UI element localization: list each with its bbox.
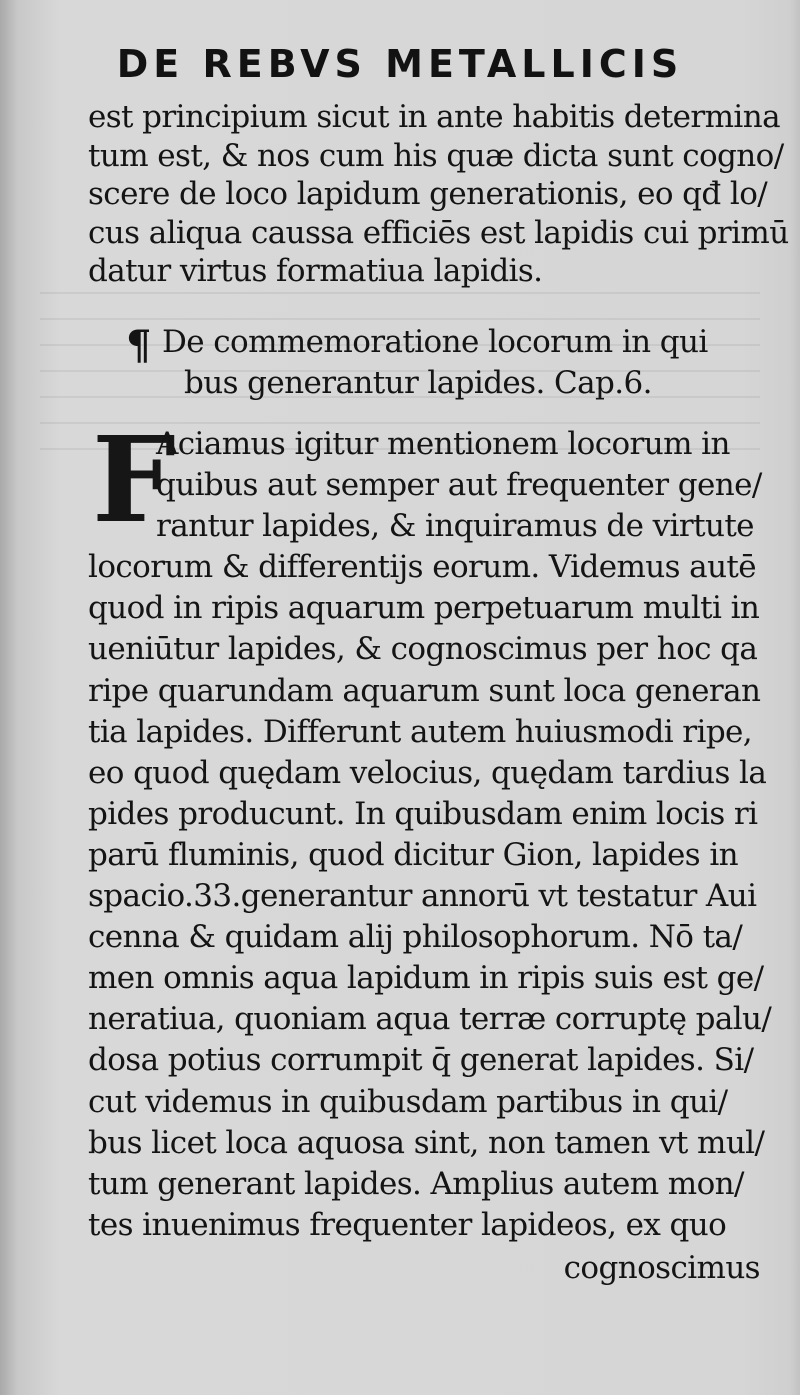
chapter-heading: [128, 322, 748, 404]
text-block-top: [88, 98, 789, 291]
text-block-main: [88, 410, 772, 1246]
text-line: bus licet loca aquosa sint, non tamen vt mul/: [88, 1124, 765, 1161]
text-line: Aciamus igitur mentionem locorum in: [156, 426, 730, 462]
text-line: est principium sicut in ante habitis determina: [88, 99, 780, 135]
text-line: tes inuenimus frequenter lapideos, ex quo: [88, 1206, 727, 1243]
text-line: neratiua, quoniam aqua terræ corruptę palu/: [88, 1001, 772, 1038]
text-line: spacio.33.generantur annorū vt testatur Aui: [88, 878, 757, 915]
text-line: locorum & differentijs eorum. Videmus autē: [88, 549, 757, 586]
catchword: cognoscimus: [563, 1250, 760, 1286]
text-line: men omnis aqua lapidum in ripis suis est ge/: [88, 960, 764, 997]
decorated-initial: F: [92, 410, 176, 549]
running-header: DE REBVS METALLICIS: [116, 42, 684, 86]
text-line: dosa potius corrumpit q̄ generat lapides. Si/: [88, 1042, 754, 1079]
chapter-heading-line-1: De commemoratione locorum in qui: [162, 324, 708, 360]
pilcrow-icon: ¶: [126, 322, 152, 369]
text-line: tia lapides. Differunt autem huiusmodi ripe,: [88, 713, 753, 750]
chapter-heading-line-2: bus generantur lapides. Cap.6.: [184, 365, 652, 401]
text-line: quibus aut semper aut frequenter gene/: [156, 467, 762, 504]
text-line: cus aliqua caussa efficiēs est lapidis cui primū: [88, 214, 789, 251]
text-line: datur virtus formatiua lapidis.: [88, 253, 543, 289]
text-line: pides producunt. In quibusdam enim locis ri: [88, 795, 758, 832]
text-line: tum est, & nos cum his quæ dicta sunt cogno/: [88, 137, 784, 174]
text-line: parū fluminis, quod dicitur Gion, lapides in: [88, 836, 739, 873]
text-line: cut videmus in quibusdam partibus in qui/: [88, 1083, 728, 1120]
text-line: scere de loco lapidum generationis, eo qđ lo/: [88, 176, 768, 212]
text-line: eo quod quędam velocius, quędam tardius la: [88, 754, 767, 791]
text-line: quod in ripis aquarum perpetuarum multi in: [88, 590, 760, 627]
text-line: cenna & quidam alij philosophorum. Nō ta/: [88, 919, 743, 956]
text-line: ripe quarundam aquarum sunt loca generan: [88, 672, 761, 709]
text-line: rantur lapides, & inquiramus de virtute: [156, 508, 754, 545]
text-line: tum generant lapides. Amplius autem mon/: [88, 1165, 744, 1202]
text-line: ueniūtur lapides, & cognoscimus per hoc qa: [88, 631, 758, 668]
